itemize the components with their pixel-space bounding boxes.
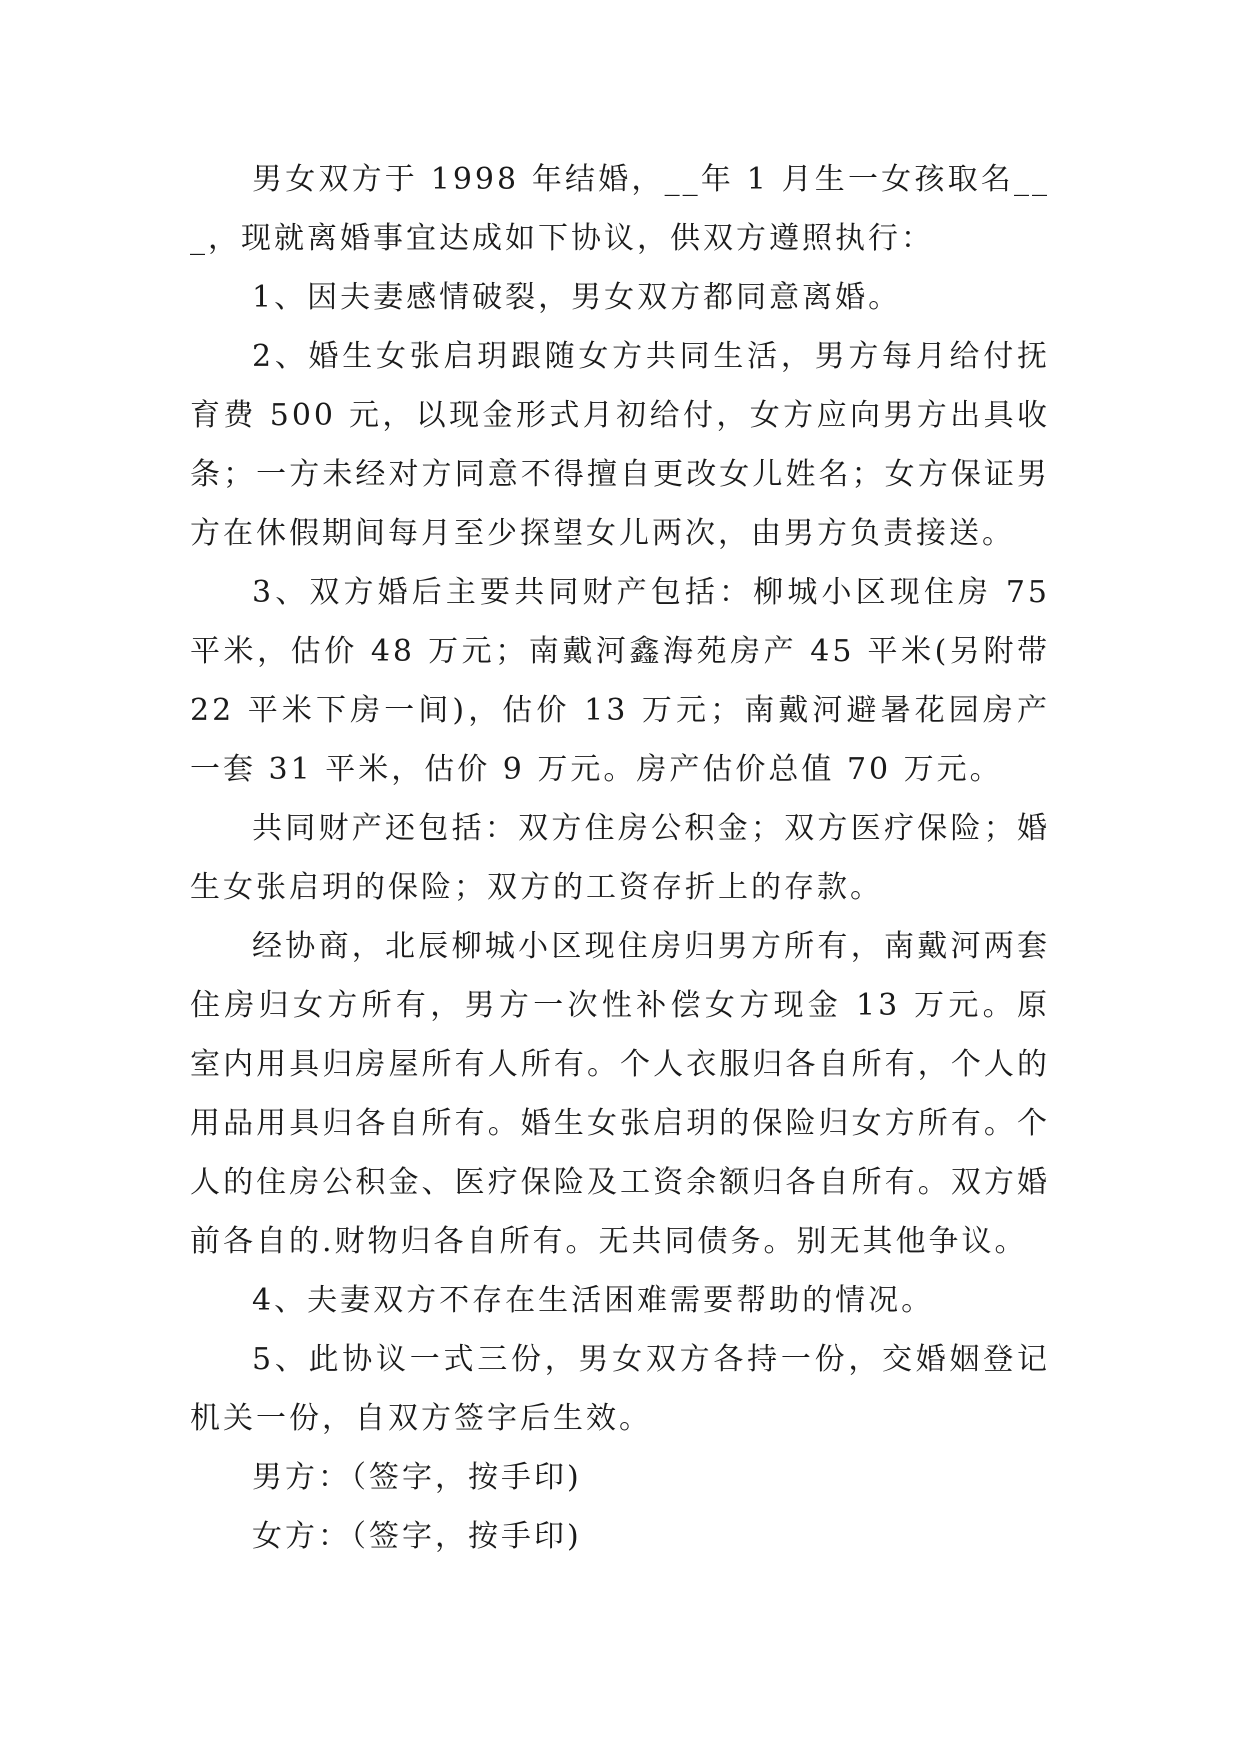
- clause-3-agreement: 经协商，北辰柳城小区现住房归男方所有，南戴河两套住房归女方所有，男方一次性补偿女方现金 13 万元。原室内用具归房屋所有人所有。个人衣服归各自所有，个人的用品用具归各自所有。婚生女张启玥的保险归女方所有。个人的住房公积金、医疗保险及工资余额归各自所有。双方婚前各自的.财物归各自所有。无共同债务。别无其他争议。: [190, 929, 1050, 1259]
- clause-3-additional-property: 共同财产还包括：双方住房公积金；双方医疗保险；婚生女张启玥的保险；双方的工资存折上的存款。: [190, 811, 1050, 905]
- signature-female: 女方：（签字，按手印): [252, 1519, 582, 1554]
- clause-4: 4、夫妻双方不存在生活困难需要帮助的情况。: [252, 1283, 935, 1318]
- clause-3: 3、双方婚后主要共同财产包括：柳城小区现住房 75 平米，估价 48 万元；南戴河鑫海苑房产 45 平米(另附带 22 平米下房一间)，估价 13 万元；南戴河避暑花园房产一套 31 平米，估价 9 万元。房产估价总值 70 万元。: [190, 575, 1050, 787]
- clause-1: 1、因夫妻感情破裂，男女双方都同意离婚。: [252, 280, 902, 315]
- clause-2: 2、婚生女张启玥跟随女方共同生活，男方每月给付抚育费 500 元，以现金形式月初给付，女方应向男方出具收条；一方未经对方同意不得擅自更改女儿姓名；女方保证男方在休假期间每月至少探望女儿两次，由男方负责接送。: [190, 339, 1050, 551]
- clause-5: 5、此协议一式三份，男女双方各持一份，交婚姻登记机关一份，自双方签字后生效。: [190, 1342, 1050, 1436]
- signature-male: 男方：（签字，按手印): [252, 1460, 582, 1495]
- document-body: [190, 150, 1050, 1566]
- paragraph-intro: 男女双方于 1998 年结婚，__年 1 月生一女孩取名___，现就离婚事宜达成如下协议，供双方遵照执行：: [190, 162, 1050, 256]
